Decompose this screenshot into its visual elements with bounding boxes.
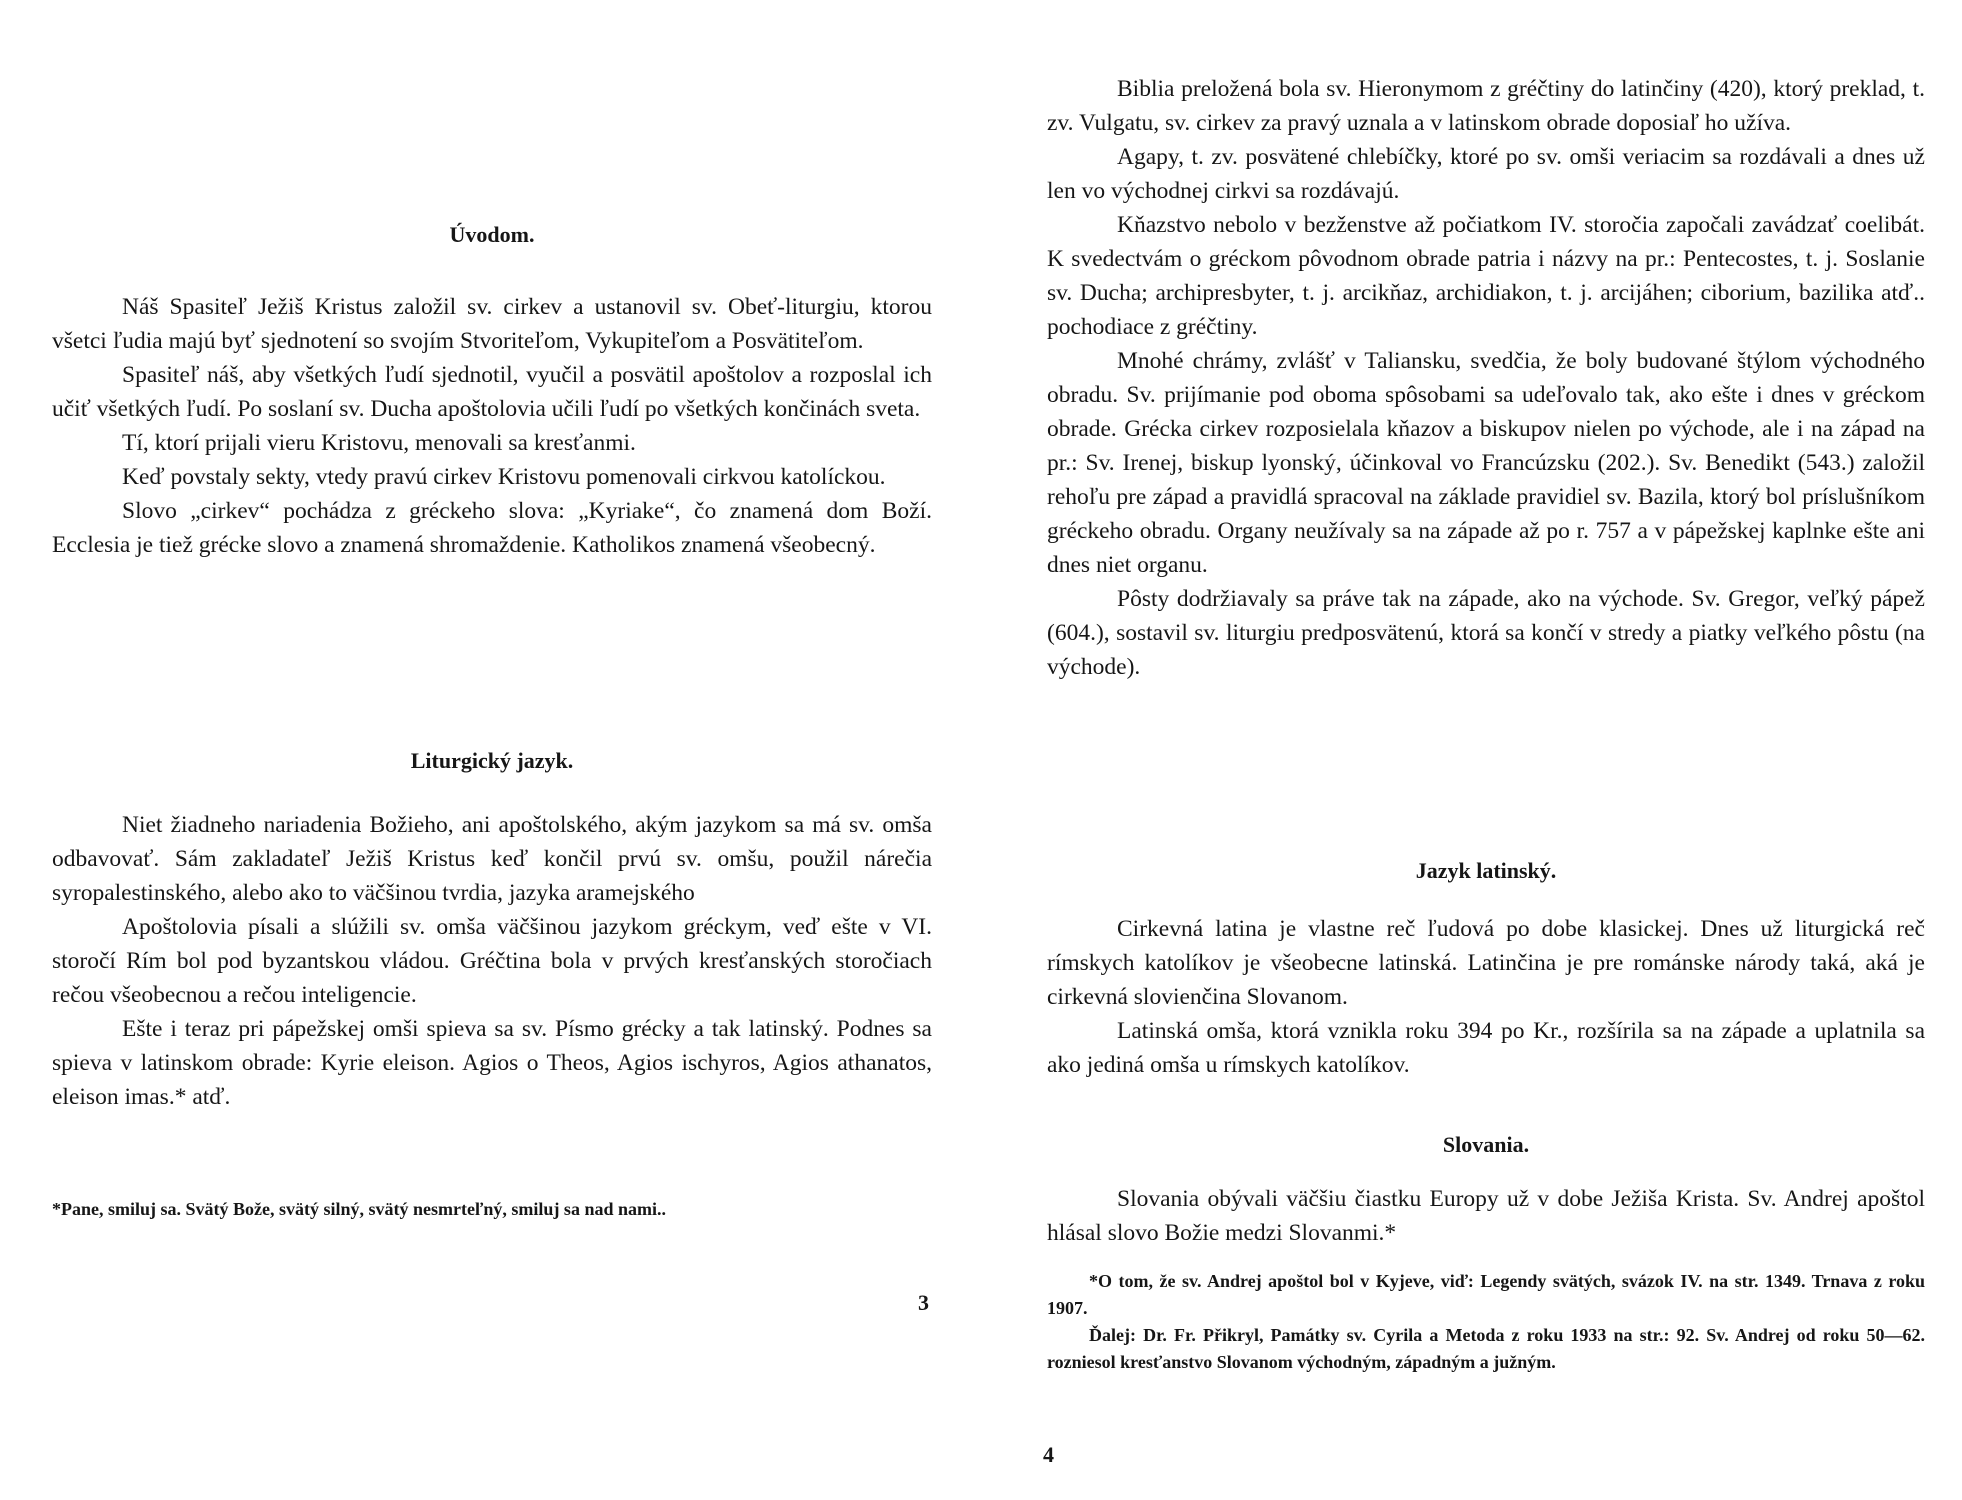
- paragraph: Náš Spasiteľ Ježiš Kristus založil sv. cirkev a ustanovil sv. Obeť-liturgiu, ktorou všetci ľudia majú byť sjednotení so svojím Stvoriteľom, Vykupiteľom a Posvätiteľom.: [52, 294, 932, 354]
- section-heading-liturgicky-jazyk: Liturgický jazyk.: [410, 748, 574, 773]
- section-body-liturgicky-jazyk: [52, 808, 932, 1114]
- paragraph: Agapy, t. zv. posvätené chlebíčky, ktoré po sv. omši veriacim sa rozdávali a dnes už len vo východnej cirkvi sa rozdávajú.: [1047, 144, 1925, 204]
- section-body-slovania: [1047, 1182, 1925, 1250]
- paragraph: Niet žiadneho nariadenia Božieho, ani apoštolského, akým jazykom sa má sv. omša odbavovať. Sám zakladateľ Ježiš Kristus keď končil prvú sv. omšu, použil nárečia syropalestinského, alebo ako to väčšinou tvrdia, jazyka aramejského: [52, 812, 932, 906]
- paragraph: Mnohé chrámy, zvlášť v Taliansku, svedčia, že boly budované štýlom východného obradu. Sv. prijímanie pod oboma spôsobami sa udeľovalo tak, ako ešte i dnes v gréckom obrade. Grécka cirkev rozposielala kňazov a biskupov nielen po východe, ale i na západ na pr.: Sv. Irenej, biskup lyonský, účinkoval vo Francúzsku (202.). Sv. Benedikt (543.) založil rehoľu pre západ a pravidlá spracoval na základe pravidiel sv. Bazila, ktorý bol príslušníkom gréckeho obradu. Organy neužívaly sa na západe až po r. 757 a v pápežskej kaplnke ešte ani dnes niet organu.: [1047, 348, 1925, 578]
- footnote: [1047, 1268, 1925, 1376]
- paragraph: Slovo „cirkev“ pochádza z gréckeho slova: „Kyriake“, čo znamená dom Boží. Ecclesia je tiež grécke slovo a znamená shromaždenie. Katholikos znamená všeobecný.: [52, 498, 932, 558]
- paragraph: Spasiteľ náš, aby všetkých ľudí sjednotil, vyučil a posvätil apoštolov a rozposlal ich učiť všetkých ľudí. Po soslaní sv. Ducha apoštolovia učili ľudí po všetkých končinách sveta.: [52, 362, 932, 422]
- paragraph: Apoštolovia písali a slúžili sv. omša väčšinou jazykom gréckym, veď ešte v VI. storočí Rím bol pod byzantskou vládou. Gréčtina bola v prvých kresťanských storočiach rečou všeobecnou a rečou inteligencie.: [52, 914, 932, 1008]
- paragraph: Pôsty dodržiavaly sa práve tak na západe, ako na východe. Sv. Gregor, veľký pápež (604.), sostavil sv. liturgiu predposvätenú, ktorá sa končí v stredy a piatky veľkého pôstu (na východe).: [1047, 586, 1925, 680]
- intro-body: [1047, 72, 1925, 684]
- footnote-text: Ďalej: Dr. Fr. Přikryl, Památky sv. Cyrila a Metoda z roku 1933 na str.: 92. Sv. Andrej od roku 50—62. rozniesol kresťanstvo Slovanom východným, západným a južným.: [1047, 1325, 1925, 1372]
- section-body-uvodom: [52, 290, 932, 562]
- paragraph: Latinská omša, ktorá vznikla roku 394 po Kr., rozšírila sa na západe a uplatnila sa ako jediná omša u rímskych katolíkov.: [1047, 1018, 1925, 1078]
- page-number: 3: [918, 1290, 929, 1315]
- paragraph: Tí, ktorí prijali vieru Kristovu, menovali sa kresťanmi.: [122, 430, 636, 456]
- section-heading-slovania: Slovania.: [1442, 1132, 1530, 1157]
- paragraph: Cirkevná latina je vlastne reč ľudová po dobe klasickej. Dnes už liturgická reč rímskych katolíkov je všeobecne latinská. Latinčina je pre románske národy taká, aká je cirkevná slovienčina Slovanom.: [1047, 916, 1925, 1010]
- paragraph: Ešte i teraz pri pápežskej omši spieva sa sv. Písmo grécky a tak latinský. Podnes sa spieva v latinskom obrade: Kyrie eleison. Agios o Theos, Agios ischyros, Agios athanatos, eleison imas.* atď.: [52, 1016, 932, 1110]
- footnote: [52, 1196, 932, 1223]
- section-body-jazyk-latinsky: [1047, 912, 1925, 1082]
- paragraph: Kňazstvo nebolo v bezženstve až počiatkom IV. storočia započali zavádzať coelibát. K svedectvám o gréckom pôvodnom obrade patria i názvy na pr.: Pentecostes, t. j. Soslanie sv. Ducha; archipresbyter, t. j. arcikňaz, archidiakon, t. j. arcijáhen; ciborium, bazilika atď.. pochodiace z gréčtiny.: [1047, 212, 1925, 340]
- paragraph: Biblia preložená bola sv. Hieronymom z gréčtiny do latinčiny (420), ktorý preklad, t. zv. Vulgatu, sv. cirkev za pravý uznala a v latinskom obrade doposiaľ ho užíva.: [1047, 76, 1925, 136]
- section-heading-jazyk-latinsky: Jazyk latinský.: [1415, 858, 1557, 883]
- section-heading-uvodom: Úvodom.: [449, 222, 535, 247]
- page-number: 4: [1043, 1442, 1054, 1467]
- footnote-text: *O tom, že sv. Andrej apoštol bol v Kyjeve, viď: Legendy svätých, svázok IV. na str. 1349. Trnava z roku 1907.: [1047, 1271, 1925, 1318]
- paragraph: Slovania obývali väčšiu čiastku Europy už v dobe Ježiša Krista. Sv. Andrej apoštol hlásal slovo Božie medzi Slovanmi.*: [1047, 1186, 1925, 1246]
- paragraph: Keď povstaly sekty, vtedy pravú cirkev Kristovu pomenovali cirkvou katolíckou.: [122, 464, 886, 490]
- footnote-text: *Pane, smiluj sa. Svätý Bože, svätý silný, svätý nesmrteľný, smiluj sa nad nami..: [52, 1199, 666, 1219]
- right-page: [981, 0, 1962, 1500]
